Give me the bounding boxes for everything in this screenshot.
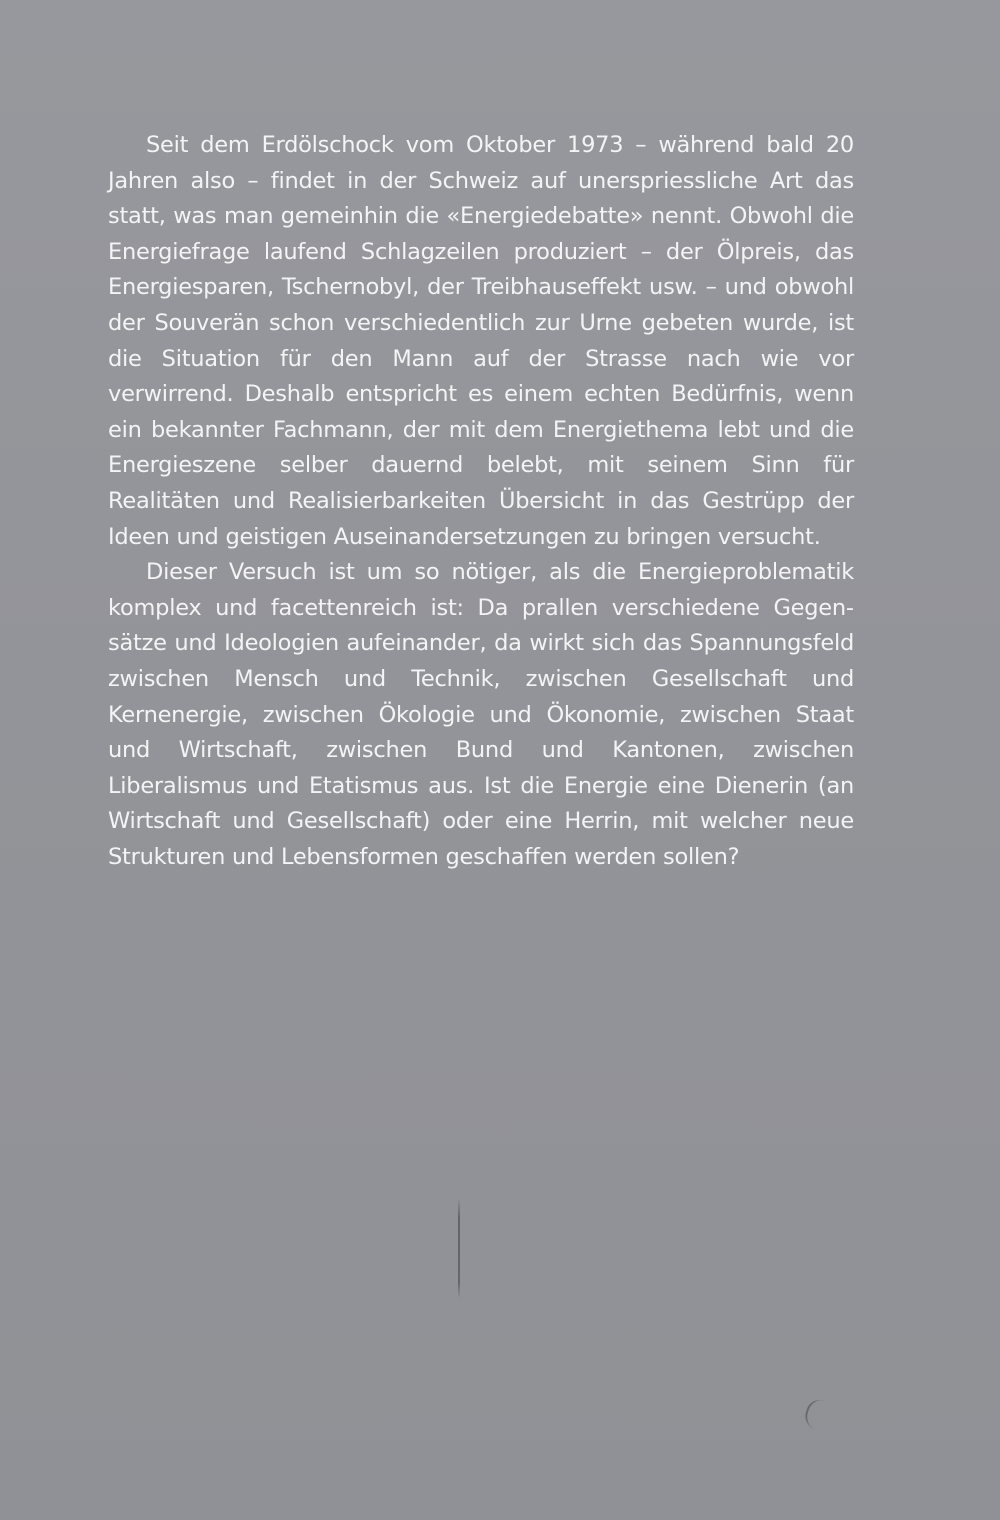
cover-crease-mark xyxy=(458,1198,460,1298)
blurb-paragraph-1: Seit dem Erdölschock vom Oktober 1973 – während bald 20 Jahren also – findet in der Schweiz auf unerspriessliche Art das statt, was man gemeinhin die «Energiedebatte» nennt. Obwohl die Energiefrage laufend Schlagzeilen produziert – der Ölpreis, das Energiesparen, Tschernobyl, der Treibhauseffekt usw. – und obwohl der Souverän schon verschiedentlich zur Urne gebeten wurde, ist die Situation für den Mann auf der Strasse nach wie vor verwirrend. Deshalb entspricht es einem echten Bedürfnis, wenn ein bekannter Fachmann, der mit dem Energiethema lebt und die Energieszene selber dauernd belebt, mit seinem Sinn für Realitäten und Realisierbarkeiten Übersicht in das Gestrüpp der Ideen und geistigen Auseinandersetzungen zu bringen versucht. xyxy=(108,132,854,550)
cover-scratch-mark xyxy=(802,1396,826,1429)
blurb-paragraph-2: Dieser Versuch ist um so nötiger, als die Energieproblematik komplex und facettenreich ist: Da prallen verschiedene Gegensätze und Ideologien aufeinander, da wirkt sich das Spannungsfeld zwischen Mensch und Technik, zwischen Gesellschaft und Kernenergie, zwischen Ökologie und Ökonomie, zwischen Staat und Wirtschaft, zwischen Bund und Kantonen, zwischen Liberalismus und Etatismus aus. Ist die Energie eine Dienerin (an Wirtschaft und Gesellschaft) oder eine Herrin, mit welcher neue Strukturen und Lebensformen geschaffen werden sollen? xyxy=(108,559,854,870)
cover-blurb xyxy=(108,128,854,875)
